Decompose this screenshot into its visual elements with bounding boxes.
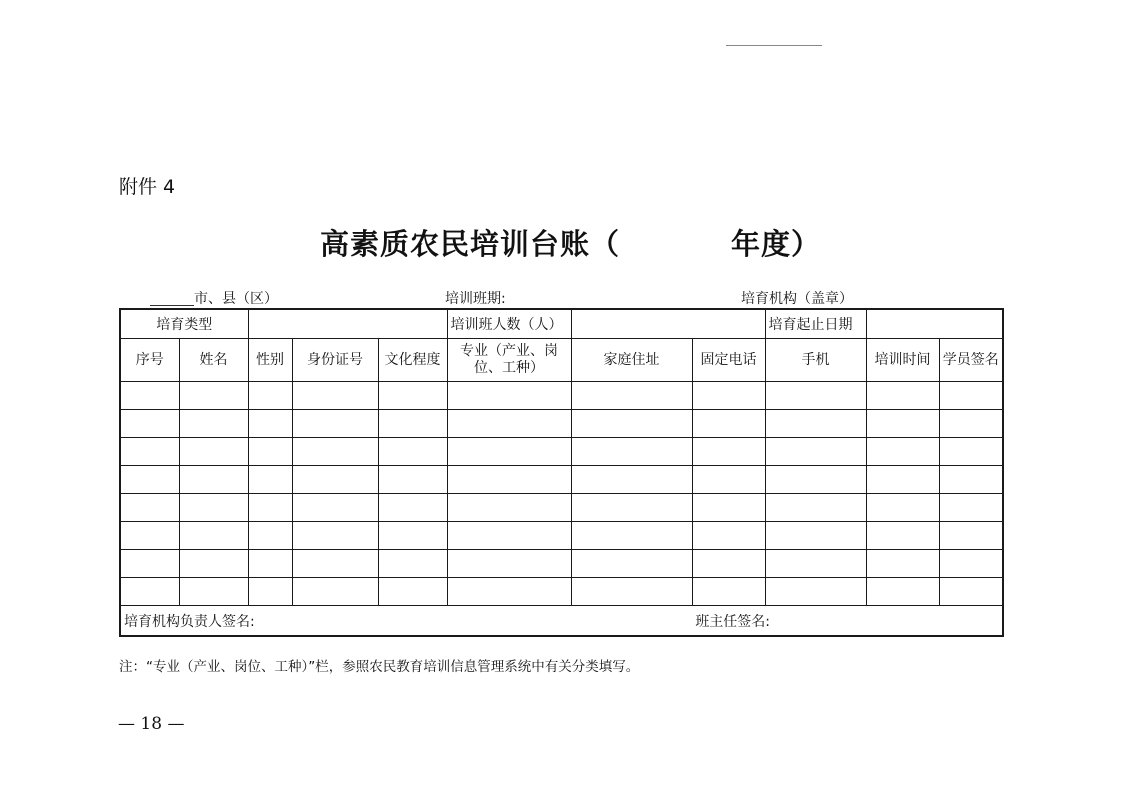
page-title: 高素质农民培训台账（ 年度） xyxy=(320,227,821,261)
column-header: 性别 xyxy=(248,339,292,382)
table-row xyxy=(120,522,1003,550)
head-teacher-signature-label: 班主任签名: xyxy=(695,613,771,630)
date-range-label: 培育起止日期 xyxy=(765,309,866,339)
table-cell[interactable] xyxy=(120,438,179,466)
table-cell[interactable] xyxy=(447,410,571,438)
table-cell[interactable] xyxy=(179,410,248,438)
table-cell[interactable] xyxy=(765,494,866,522)
table-cell[interactable] xyxy=(571,550,692,578)
training-ledger-table xyxy=(119,308,1004,637)
column-header: 固定电话 xyxy=(692,339,765,382)
table-cell[interactable] xyxy=(248,578,292,606)
table-cell[interactable] xyxy=(447,438,571,466)
table-cell[interactable] xyxy=(120,578,179,606)
trainee-count-label: 培训班人数（人） xyxy=(447,309,571,339)
table-cell[interactable] xyxy=(447,522,571,550)
table-header-row xyxy=(120,339,1003,382)
table-cell[interactable] xyxy=(248,522,292,550)
table-cell[interactable] xyxy=(692,494,765,522)
table-cell[interactable] xyxy=(447,382,571,410)
table-row xyxy=(120,494,1003,522)
table-cell[interactable] xyxy=(179,522,248,550)
table-cell[interactable] xyxy=(120,410,179,438)
table-cell[interactable] xyxy=(692,410,765,438)
table-cell[interactable] xyxy=(866,550,939,578)
column-header: 身份证号 xyxy=(292,339,378,382)
table-cell[interactable] xyxy=(571,494,692,522)
table-cell[interactable] xyxy=(179,438,248,466)
table-cell[interactable] xyxy=(378,382,447,410)
table-cell[interactable] xyxy=(179,550,248,578)
signature-cell xyxy=(120,606,1003,637)
table-cell[interactable] xyxy=(179,494,248,522)
table-cell[interactable] xyxy=(939,578,1003,606)
table-cell[interactable] xyxy=(571,466,692,494)
table-cell[interactable] xyxy=(292,522,378,550)
table-cell[interactable] xyxy=(447,466,571,494)
table-cell[interactable] xyxy=(866,578,939,606)
table-cell[interactable] xyxy=(866,410,939,438)
column-header: 姓名 xyxy=(179,339,248,382)
table-cell[interactable] xyxy=(378,438,447,466)
table-top-row xyxy=(120,309,1003,339)
table-cell[interactable] xyxy=(292,382,378,410)
table-cell[interactable] xyxy=(692,550,765,578)
table-cell[interactable] xyxy=(692,578,765,606)
training-org-label: 培育机构（盖章） xyxy=(741,291,853,307)
table-row xyxy=(120,550,1003,578)
table-cell[interactable] xyxy=(120,550,179,578)
table-row xyxy=(120,438,1003,466)
table-cell[interactable] xyxy=(120,494,179,522)
table-cell[interactable] xyxy=(765,410,866,438)
table-cell[interactable] xyxy=(571,382,692,410)
table-cell[interactable] xyxy=(120,522,179,550)
table-row xyxy=(120,578,1003,606)
column-header: 家庭住址 xyxy=(571,339,692,382)
table-cell[interactable] xyxy=(179,382,248,410)
table-cell[interactable] xyxy=(765,550,866,578)
table-cell[interactable] xyxy=(939,410,1003,438)
page-number: — 18 — xyxy=(118,714,185,734)
table-cell[interactable] xyxy=(292,578,378,606)
table-row xyxy=(120,410,1003,438)
footnote: 注：“专业（产业、岗位、工种）”栏，参照农民教育培训信息管理系统中有关分类填写。 xyxy=(119,659,640,675)
table-cell[interactable] xyxy=(866,494,939,522)
table-cell[interactable] xyxy=(447,494,571,522)
table-cell[interactable] xyxy=(248,410,292,438)
table-row xyxy=(120,382,1003,410)
table-cell[interactable] xyxy=(378,522,447,550)
table-cell[interactable] xyxy=(179,466,248,494)
table-cell[interactable] xyxy=(292,494,378,522)
column-header: 专业（产业、岗位、工种） xyxy=(447,339,571,382)
table-cell[interactable] xyxy=(378,494,447,522)
column-header: 手机 xyxy=(765,339,866,382)
table-cell[interactable] xyxy=(571,522,692,550)
table-cell[interactable] xyxy=(292,466,378,494)
table-cell[interactable] xyxy=(692,466,765,494)
table-cell[interactable] xyxy=(765,466,866,494)
table-cell[interactable] xyxy=(378,410,447,438)
table-cell[interactable] xyxy=(292,550,378,578)
signature-row xyxy=(120,606,1003,637)
table-cell[interactable] xyxy=(939,550,1003,578)
table-cell[interactable] xyxy=(866,382,939,410)
city-county-label: 市、县（区） xyxy=(194,291,278,307)
table-cell[interactable] xyxy=(939,494,1003,522)
table-cell[interactable] xyxy=(692,382,765,410)
table-cell[interactable] xyxy=(378,550,447,578)
table-cell[interactable] xyxy=(120,382,179,410)
table-cell[interactable] xyxy=(378,578,447,606)
column-header: 学员签名 xyxy=(939,339,1003,382)
table-cell[interactable] xyxy=(447,578,571,606)
table-cell[interactable] xyxy=(765,522,866,550)
table-cell[interactable] xyxy=(248,438,292,466)
table-cell[interactable] xyxy=(571,410,692,438)
table-cell[interactable] xyxy=(765,578,866,606)
table-cell[interactable] xyxy=(765,438,866,466)
column-header: 培训时间 xyxy=(866,339,939,382)
table-cell[interactable] xyxy=(866,438,939,466)
table-cell[interactable] xyxy=(378,466,447,494)
table-cell[interactable] xyxy=(939,466,1003,494)
table-cell[interactable] xyxy=(765,382,866,410)
top-scan-rule xyxy=(726,45,822,46)
training-class-label: 培训班期: xyxy=(445,291,506,307)
org-head-signature-label: 培育机构负责人签名: xyxy=(124,613,255,630)
table-cell[interactable] xyxy=(692,522,765,550)
table-cell[interactable] xyxy=(571,438,692,466)
table-cell[interactable] xyxy=(571,578,692,606)
attachment-label: 附件 4 xyxy=(119,176,176,198)
table-cell[interactable] xyxy=(447,550,571,578)
table-cell[interactable] xyxy=(248,382,292,410)
column-header: 序号 xyxy=(120,339,179,382)
table-cell[interactable] xyxy=(120,466,179,494)
table-cell[interactable] xyxy=(939,438,1003,466)
table-cell[interactable] xyxy=(248,466,292,494)
city-blank-line xyxy=(150,305,194,306)
table-cell[interactable] xyxy=(692,438,765,466)
column-header: 文化程度 xyxy=(378,339,447,382)
table-cell[interactable] xyxy=(939,382,1003,410)
cultivation-type-field[interactable] xyxy=(248,309,447,339)
table-cell[interactable] xyxy=(179,578,248,606)
date-range-field[interactable] xyxy=(866,309,1003,339)
table-cell[interactable] xyxy=(248,550,292,578)
table-cell[interactable] xyxy=(866,522,939,550)
trainee-count-field[interactable] xyxy=(571,309,765,339)
table-row xyxy=(120,466,1003,494)
table-cell[interactable] xyxy=(866,466,939,494)
cultivation-type-label: 培育类型 xyxy=(120,309,248,339)
table-cell[interactable] xyxy=(292,438,378,466)
table-cell[interactable] xyxy=(939,522,1003,550)
table-cell[interactable] xyxy=(248,494,292,522)
table-cell[interactable] xyxy=(292,410,378,438)
